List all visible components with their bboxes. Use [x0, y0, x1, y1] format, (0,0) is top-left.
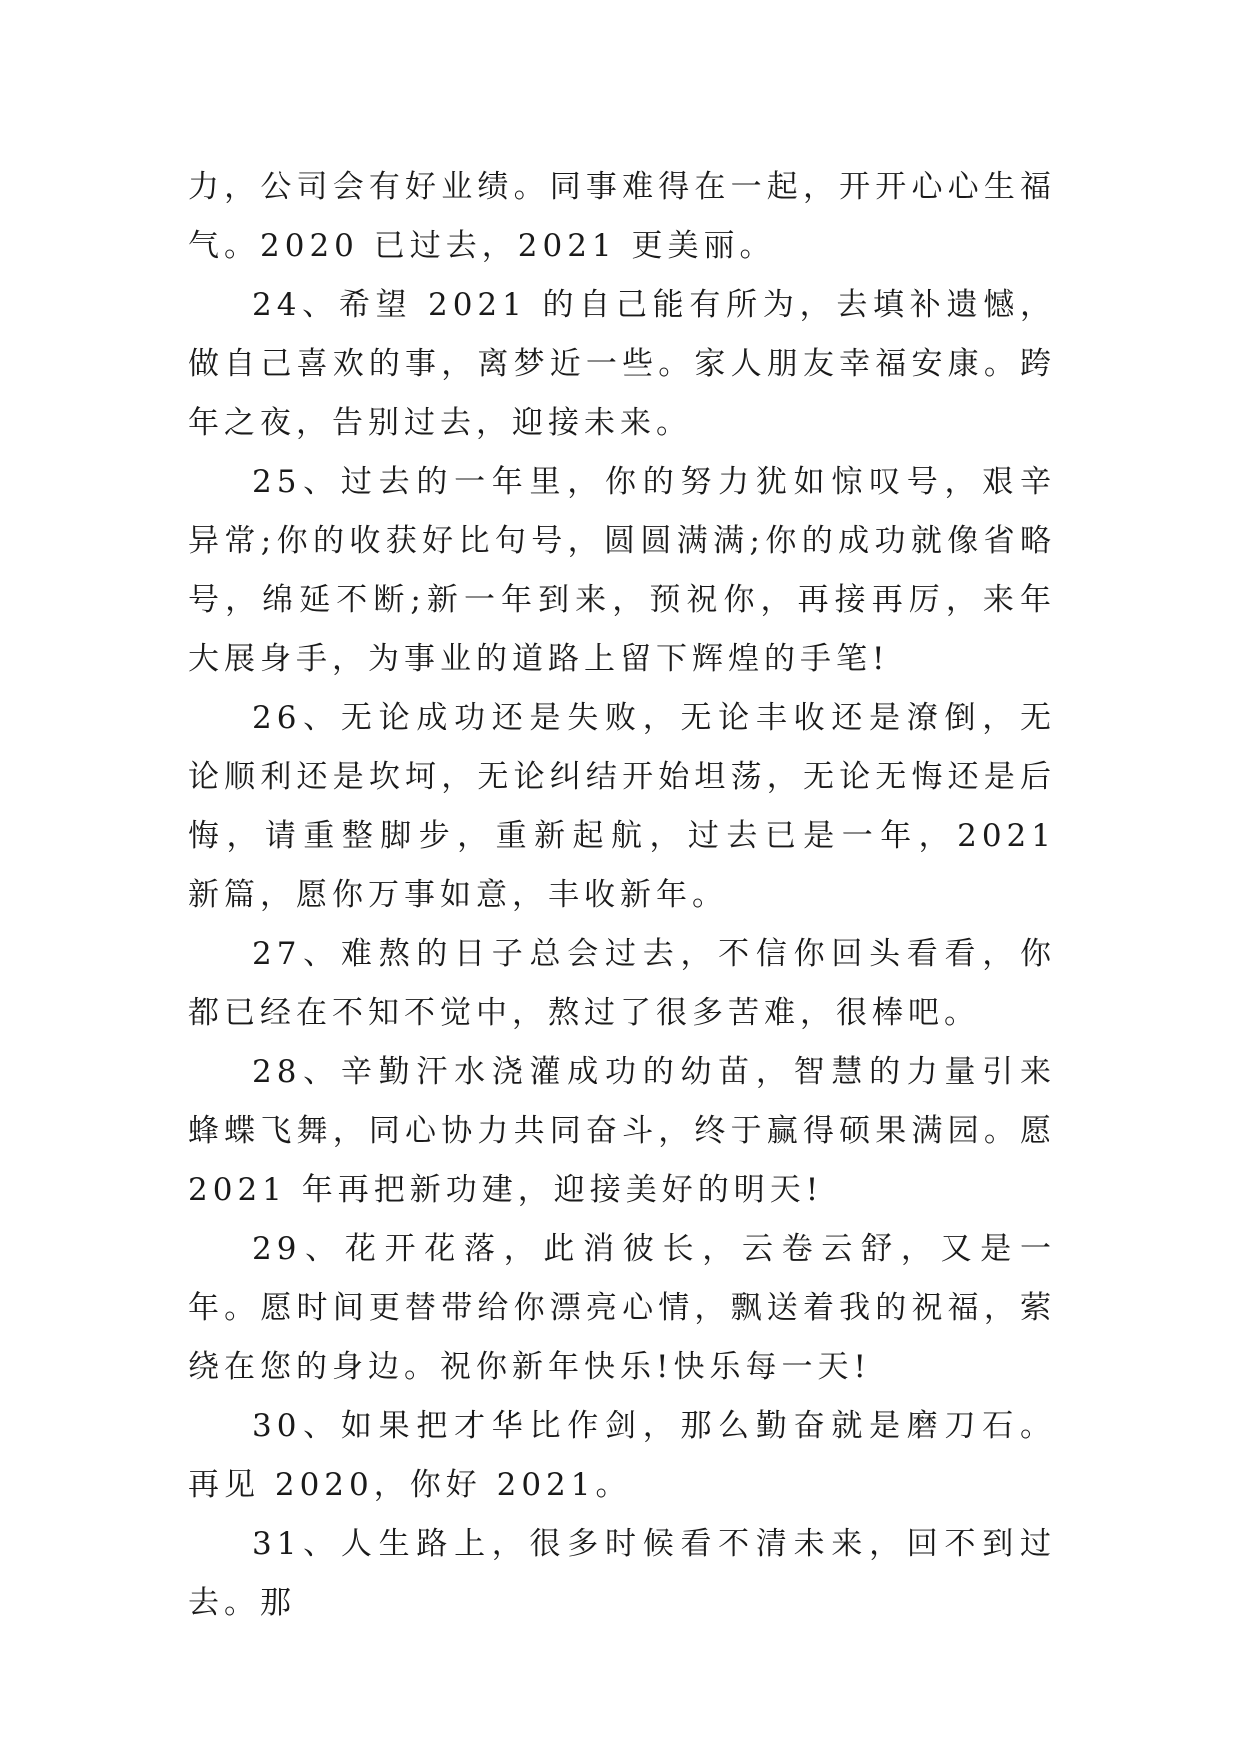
paragraph-27: 27、难熬的日子总会过去，不信你回头看看，你都已经在不知不觉中，熬过了很多苦难，很棒吧。: [188, 936, 1056, 1031]
paragraph-26: 26、无论成功还是失败，无论丰收还是潦倒，无论顺利还是坎坷，无论纠结开始坦荡，无论无悔还是后悔，请重整脚步，重新起航，过去已是一年，2021 新篇，愿你万事如意，丰收新年。: [188, 700, 1056, 913]
paragraph-25: 25、过去的一年里，你的努力犹如惊叹号，艰辛异常;你的收获好比句号，圆圆满满;你的成功就像省略号，绵延不断;新一年到来，预祝你，再接再厉，来年大展身手，为事业的道路上留下辉煌的手笔!: [188, 464, 1056, 677]
paragraph-continuation: 力，公司会有好业绩。同事难得在一起，开开心心生福气。2020 已过去，2021 更美丽。: [188, 169, 1056, 264]
paragraph-31: 31、人生路上，很多时候看不清未来，回不到过去。那: [188, 1526, 1056, 1621]
paragraph-30: 30、如果把才华比作剑，那么勤奋就是磨刀石。再见 2020，你好 2021。: [188, 1408, 1056, 1503]
document-body: [188, 158, 1056, 1633]
paragraph-29: 29、花开花落，此消彼长，云卷云舒，又是一年。愿时间更替带给你漂亮心情，飘送着我的祝福，萦绕在您的身边。祝你新年快乐!快乐每一天!: [188, 1231, 1056, 1385]
paragraph-28: 28、辛勤汗水浇灌成功的幼苗，智慧的力量引来蜂蝶飞舞，同心协力共同奋斗，终于赢得硕果满园。愿 2021 年再把新功建，迎接美好的明天!: [188, 1054, 1056, 1208]
paragraph-24: 24、希望 2021 的自己能有所为，去填补遗憾，做自己喜欢的事，离梦近一些。家人朋友幸福安康。跨年之夜，告别过去，迎接未来。: [188, 287, 1056, 441]
